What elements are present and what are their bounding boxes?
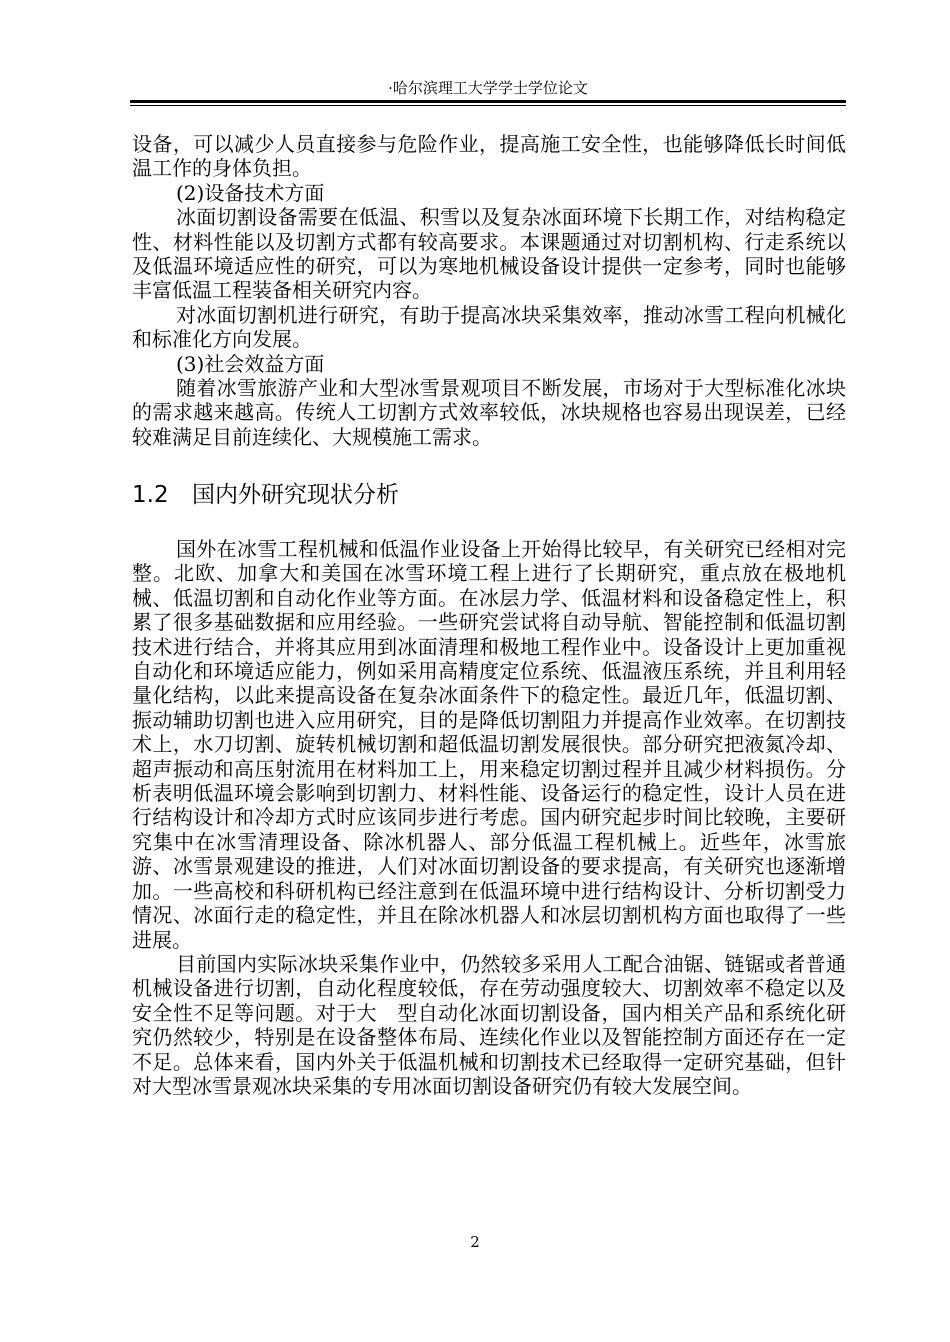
page-number: 2 [470, 1233, 480, 1251]
section-heading [132, 480, 399, 510]
paragraph-research-abroad: 国外在冰雪工程机械和低温作业设备上开始得比较早，有关研究已经相对完整。北欧、加拿大和美国在冰雪环境工程上进行了长期研究，重点放在极地机械、低温切割和自动化作业等方面。在冰层力学、低温材料和设备稳定性上，积累了很多基础数据和应用经验。一些研究尝试将自动导航、智能控制和低温切割技术进行结合，并将其应用到冰面清理和极地工程作业中。设备设计上更加重视自动化和环境适应能力，例如采用高精度定位系统、低温液压系统，并且利用轻量化结构，以此来提高设备在复杂冰面条件下的稳定性。最近几年，低温切割、振动辅助切割也进入应用研究，目的是降低切割阻力并提高作业效率。在切割技术上，水刀切割、旋转机械切割和超低温切割发展很快。部分研究把液氮冷却、超声振动和高压射流用在材料加工上，用来稳定切割过程并且减少材料损伤。分析表明低温环境会影响到切割力、材料性能、设备运行的稳定性，设计人员在进行结构设计和冷却方式时应该同步进行考虑。国内研究起步时间比较晚，主要研究集中在冰雪清理设备、除冰机器人、部分低温工程机械上。近些年，冰雪旅游、冰雪景观建设的推进，人们对冰面切割设备的要求提高，有关研究也逐渐增加。一些高校和科研机构已经注意到在低温环境中进行结构设计、分析切割受力情况、冰面行走的稳定性，并且在除冰机器人和冰层切割机构方面也取得了一些进展。 [132, 537, 846, 952]
section-number: 1.2 [132, 482, 169, 508]
paragraph-equipment-2: 对冰面切割机进行研究，有助于提高冰块采集效率，推动冰雪工程向机械化和标准化方向发展。 [132, 302, 846, 352]
paragraph-continued: 设备，可以减少人员直接参与危险作业，提高施工安全性，也能够降低长时间低温工作的身体负担。 [132, 132, 846, 181]
body-text-upper [132, 132, 846, 449]
paragraph-equipment-1: 冰面切割设备需要在低温、积雪以及复杂冰面环境下长期工作，对结构稳定性、材料性能以及切割方式都有较高要求。本课题通过对切割机构、行走系统以及低温环境适应性的研究，可以为寒地机械设备设计提供一定参考，同时也能够丰富低温工程装备相关研究内容。 [132, 205, 846, 303]
running-header: ·哈尔滨理工大学学士学位论文 [388, 79, 588, 97]
paragraph-research-domestic: 目前国内实际冰块采集作业中，仍然较多采用人工配合油锯、链锯或者普通机械设备进行切割，自动化程度较低，存在劳动强度较大、切割效率不稳定以及安全性不足等问题。对于大 型自动化冰面切割设备，国内相关产品和系统化研究仍然较少，特别是在设备整体布局、连续化作业以及智能控制方面还存在一定不足。总体来看，国内外关于低温机械和切割技术已经取得一定研究基础，但针对大型冰雪景观冰块采集的专用冰面切割设备研究仍有较大发展空间。 [132, 951, 846, 1098]
subheading-equipment: (2)设备技术方面 [176, 180, 325, 205]
header-rule-thin [130, 105, 846, 106]
body-text-lower [132, 537, 846, 1098]
header-rule-thick [130, 100, 846, 103]
section-title: 国内外研究现状分析 [192, 482, 399, 508]
paragraph-social: 随着冰雪旅游产业和大型冰雪景观项目不断发展，市场对于大型标准化冰块的需求越来越高。传统人工切割方式效率较低，冰块规格也容易出现误差，已经较难满足目前连续化、大规模施工需求。 [132, 376, 846, 449]
subheading-social: (3)社会效益方面 [176, 351, 325, 376]
